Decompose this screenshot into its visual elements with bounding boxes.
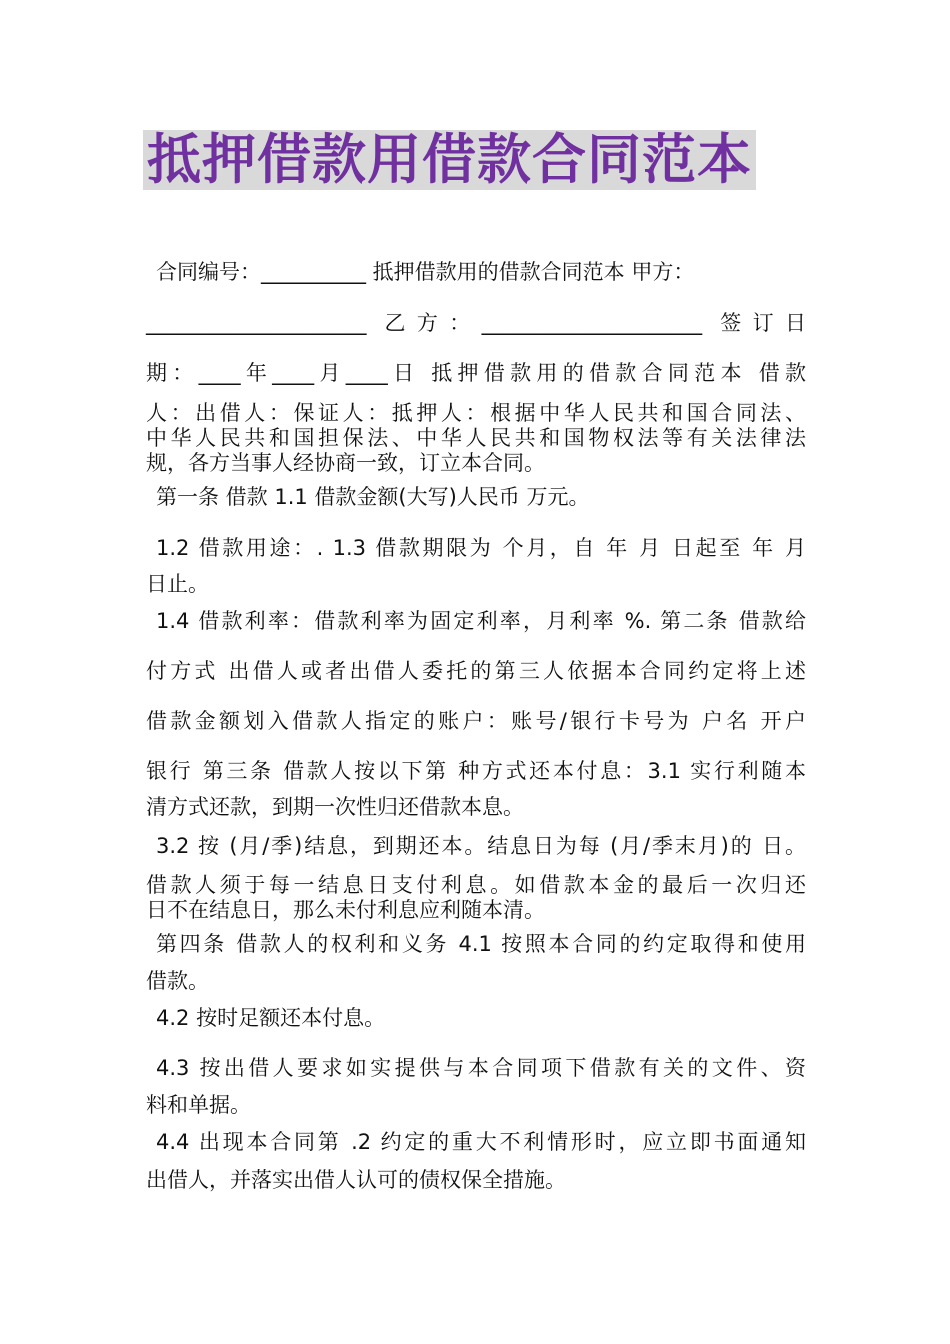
text-line: 人：出借人：保证人：抵押人：根据中华人民共和国合同法、 (146, 401, 806, 425)
text-line: 3.2 按 (月/季)结息，到期还本。结息日为每 (月/季末月)的 日。 (156, 834, 806, 858)
text-line: 规，各方当事人经协商一致，订立本合同。 (146, 451, 545, 475)
text-line: 期：____年____月____日 抵押借款用的借款合同范本 借款 (146, 361, 806, 385)
document-title: 抵押借款用借款合同范本 (143, 130, 756, 190)
text-line: 借款。 (146, 969, 209, 993)
text-line: 第四条 借款人的权利和义务 4.1 按照本合同的约定取得和使用 (156, 932, 806, 956)
text-line: 付方式 出借人或者出借人委托的第三人依据本合同约定将上述 (146, 659, 806, 683)
text-line: 清方式还款，到期一次性归还借款本息。 (146, 795, 524, 819)
text-line: 4.4 出现本合同第 .2 约定的重大不利情形时，应立即书面通知 (156, 1130, 806, 1154)
text-line: 借款人须于每一结息日支付利息。如借款本金的最后一次归还 (146, 873, 806, 897)
text-line: 1.4 借款利率：借款利率为固定利率，月利率 %. 第二条 借款给 (156, 609, 806, 633)
text-line: _____________________ 乙方：_____________________ 签订日 (146, 311, 806, 335)
text-line: 合同编号：__________ 抵押借款用的借款合同范本 甲方： (156, 260, 695, 284)
text-line: 1.2 借款用途：. 1.3 借款期限为 个月，自 年 月 日起至 年 月 (156, 536, 806, 560)
text-line: 第一条 借款 1.1 借款金额(大写)人民币 万元。 (156, 485, 590, 509)
text-line: 4.3 按出借人要求如实提供与本合同项下借款有关的文件、资 (156, 1056, 806, 1080)
text-line: 银行 第三条 借款人按以下第 种方式还本付息：3.1 实行利随本 (146, 759, 806, 783)
text-line: 料和单据。 (146, 1093, 251, 1117)
text-line: 4.2 按时足额还本付息。 (156, 1006, 386, 1030)
text-line: 出借人，并落实出借人认可的债权保全措施。 (146, 1168, 566, 1192)
text-line: 日止。 (146, 572, 209, 596)
text-line: 中华人民共和国担保法、中华人民共和国物权法等有关法律法 (146, 426, 806, 450)
text-line: 日不在结息日，那么未付利息应利随本清。 (146, 898, 545, 922)
text-line: 借款金额划入借款人指定的账户：账号/银行卡号为 户名 开户 (146, 709, 806, 733)
